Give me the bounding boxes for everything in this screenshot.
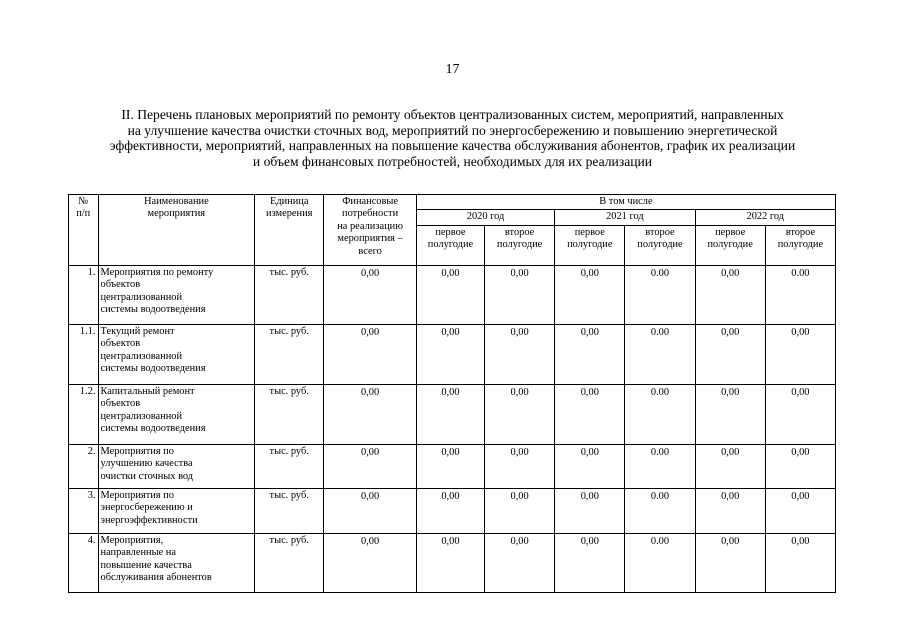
- row-number: 4.: [69, 533, 99, 592]
- row-name-line: обслуживания абонентов: [100, 572, 212, 584]
- row-name: [98, 444, 255, 488]
- row-name: [98, 384, 255, 444]
- header-half-line: второе: [504, 226, 535, 238]
- row-value: 0.00: [625, 533, 695, 592]
- row-name-line: Мероприятия по: [100, 445, 174, 457]
- header-no-line: №: [78, 196, 89, 207]
- header-fin-line: потребности: [342, 208, 399, 220]
- row-value: 0,00: [416, 265, 484, 324]
- header-half-line: полугодие: [777, 239, 824, 251]
- header-first-half: [555, 225, 625, 265]
- row-unit: тыс. руб.: [255, 488, 324, 533]
- header-unit-line: Единица: [269, 196, 309, 207]
- row-name-line: Мероприятия по ремонту: [100, 266, 214, 278]
- row-total: 0,00: [324, 533, 417, 592]
- row-value: 0,00: [555, 488, 625, 533]
- row-unit: тыс. руб.: [255, 265, 324, 324]
- row-value: 0,00: [765, 444, 835, 488]
- row-value: 0,00: [485, 384, 555, 444]
- row-number: 2.: [69, 444, 99, 488]
- row-value: 0,00: [765, 488, 835, 533]
- row-number: 1.1.: [69, 324, 99, 384]
- table-row: [69, 533, 836, 592]
- header-half-line: полугодие: [707, 239, 753, 251]
- row-unit: тыс. руб.: [255, 444, 324, 488]
- measures-table: [68, 194, 836, 593]
- row-name-line: Текущий ремонт: [100, 325, 175, 337]
- row-total: 0,00: [324, 384, 417, 444]
- header-financial-needs: [324, 195, 417, 266]
- row-value: 0,00: [555, 265, 625, 324]
- row-value: 0,00: [555, 533, 625, 592]
- header-half-line: полугодие: [567, 239, 613, 251]
- heading-line: и объем финансовых потребностей, необходимых для их реализации: [252, 153, 653, 169]
- header-unit: [255, 195, 324, 266]
- row-name-line: объектов: [100, 398, 141, 410]
- row-name-line: Мероприятия по: [100, 489, 174, 501]
- row-value: 0.00: [625, 324, 695, 384]
- row-name-line: повышение качества: [100, 559, 192, 571]
- header-first-half: [416, 225, 484, 265]
- header-name-line: Наименование: [143, 196, 209, 207]
- header-year-2022: 2022 год: [695, 210, 835, 225]
- heading-line: II. Перечень плановых мероприятий по ремонту объектов централизованных систем, мероприятий, направленных: [121, 107, 784, 122]
- table-row: [69, 324, 836, 384]
- row-unit: тыс. руб.: [255, 533, 324, 592]
- header-half-line: второе: [645, 226, 675, 238]
- row-value: 0,00: [555, 384, 625, 444]
- row-value: 0,00: [695, 384, 765, 444]
- row-name-line: объектов: [100, 279, 141, 291]
- row-name-line: системы водоотведения: [100, 304, 206, 316]
- row-name: [98, 533, 255, 592]
- row-value: 0,00: [416, 488, 484, 533]
- row-value: 0,00: [555, 324, 625, 384]
- header-half-line: первое: [435, 226, 466, 238]
- row-value: 0.00: [625, 488, 695, 533]
- header-half-line: полугодие: [637, 239, 683, 251]
- table-row: [69, 384, 836, 444]
- row-value: 0,00: [695, 444, 765, 488]
- heading-line: на улучшение качества очистки сточных вод, мероприятий по энергосбережению и повышению энергетической: [127, 122, 778, 138]
- table-row: [69, 265, 836, 324]
- row-value: 0.00: [625, 444, 695, 488]
- row-value: 0,00: [416, 324, 484, 384]
- header-name-line: мероприятия: [147, 208, 206, 220]
- row-name-line: централизованной: [100, 410, 183, 422]
- header-no: [69, 195, 99, 266]
- row-value: 0.00: [765, 265, 835, 324]
- row-value: 0,00: [485, 265, 555, 324]
- header-year-2020: 2020 год: [416, 210, 554, 225]
- header-name: [98, 195, 255, 266]
- header-half-line: первое: [715, 226, 746, 238]
- header-fin-line: Финансовые: [342, 196, 398, 207]
- row-name-line: энергоэффективности: [100, 514, 198, 526]
- row-name-line: централизованной: [100, 291, 183, 303]
- row-value: 0,00: [485, 488, 555, 533]
- row-number: 3.: [69, 488, 99, 533]
- header-half-line: второе: [785, 226, 816, 238]
- header-half-line: первое: [574, 226, 605, 238]
- header-no-line: п/п: [76, 208, 91, 220]
- row-total: 0,00: [324, 324, 417, 384]
- row-number: 1.2.: [69, 384, 99, 444]
- header-half-line: полугодие: [496, 239, 543, 251]
- row-number: 1.: [69, 265, 99, 324]
- header-including: В том числе: [416, 195, 835, 210]
- row-name-line: улучшению качества: [100, 458, 193, 470]
- row-value: 0,00: [416, 533, 484, 592]
- row-name-line: энергосбережению и: [100, 502, 193, 514]
- row-total: 0,00: [324, 488, 417, 533]
- row-value: 0,00: [695, 324, 765, 384]
- row-value: 0,00: [485, 324, 555, 384]
- header-unit-line: измерения: [266, 208, 313, 220]
- page-number: 17: [445, 62, 460, 77]
- row-name: [98, 488, 255, 533]
- row-value: 0,00: [485, 533, 555, 592]
- header-second-half: [765, 225, 835, 265]
- row-value: 0,00: [695, 533, 765, 592]
- row-value: 0,00: [765, 324, 835, 384]
- section-heading: [60, 107, 845, 169]
- row-value: 0,00: [416, 384, 484, 444]
- row-name: [98, 265, 255, 324]
- row-name-line: Капитальный ремонт: [100, 385, 195, 397]
- row-value: 0,00: [695, 265, 765, 324]
- row-unit: тыс. руб.: [255, 384, 324, 444]
- table-row: [69, 444, 836, 488]
- header-first-half: [695, 225, 765, 265]
- row-name: [98, 324, 255, 384]
- row-name-line: направленные на: [100, 547, 176, 559]
- table-row: [69, 488, 836, 533]
- row-value: 0,00: [555, 444, 625, 488]
- header-second-half: [625, 225, 695, 265]
- header-fin-line: всего: [358, 245, 382, 257]
- row-total: 0,00: [324, 265, 417, 324]
- row-name-line: централизованной: [100, 350, 183, 362]
- row-value: 0.00: [625, 265, 695, 324]
- row-unit: тыс. руб.: [255, 324, 324, 384]
- header-half-line: полугодие: [427, 239, 474, 251]
- row-value: 0,00: [485, 444, 555, 488]
- row-name-line: системы водоотведения: [100, 423, 206, 435]
- row-name-line: системы водоотведения: [100, 363, 206, 375]
- row-value: 0,00: [416, 444, 484, 488]
- row-name-line: объектов: [100, 338, 141, 350]
- header-fin-line: на реализацию: [337, 220, 403, 232]
- row-value: 0,00: [695, 488, 765, 533]
- row-name-line: очистки сточных вод: [100, 470, 194, 482]
- row-value: 0,00: [765, 384, 835, 444]
- header-fin-line: мероприятия –: [337, 233, 403, 245]
- heading-line: эффективности, мероприятий, направленных на повышение качества обслуживания абонентов, график их реализации: [109, 138, 796, 154]
- row-name-line: Мероприятия,: [100, 534, 164, 546]
- header-second-half: [485, 225, 555, 265]
- header-year-2021: 2021 год: [555, 210, 695, 225]
- row-total: 0,00: [324, 444, 417, 488]
- row-value: 0,00: [765, 533, 835, 592]
- row-value: 0.00: [625, 384, 695, 444]
